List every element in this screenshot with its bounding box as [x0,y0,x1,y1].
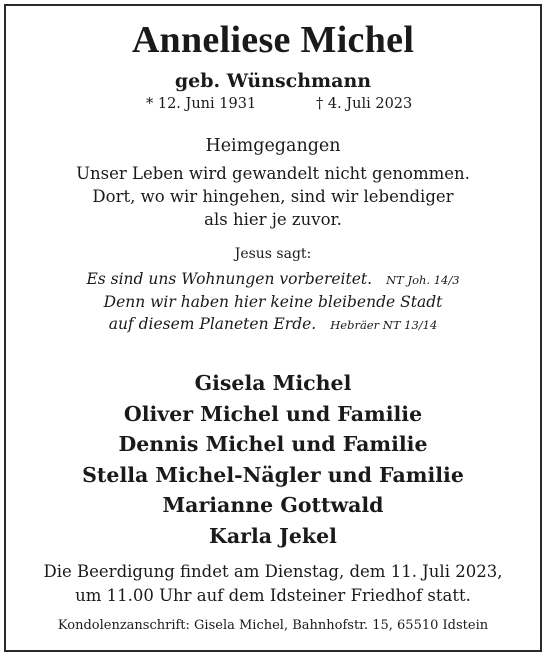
mourner: Gisela Michel [194,371,352,395]
quote-line [6,291,540,313]
death-date: † 4. Juli 2023 [316,96,413,112]
quote-text: Es sind uns Wohnungen vorbereitet. [86,270,373,288]
birth-date: * 12. Juni 1931 [146,96,257,112]
funeral-line: Die Beerdigung findet am Dienstag, dem 11. Juli 2023, [43,562,503,581]
poem-line: Dort, wo wir hingehen, sind wir lebendiger [92,187,454,206]
quote-line [6,313,540,336]
quote-reference: NT Joh. 14/3 [386,273,460,287]
obituary-notice [4,4,542,652]
quote-text: Denn wir haben hier keine bleibende Stadt [103,293,443,311]
quote-line [6,268,540,291]
scripture-quote [6,268,540,336]
section-heading: Heimgegangen [205,136,341,156]
mourner: Marianne Gottwald [162,493,384,517]
mourner: Stella Michel-Nägler und Familie [82,462,464,487]
funeral-info [6,560,540,608]
maiden-name: geb. Wünschmann [174,70,372,92]
life-dates [6,96,540,116]
quote-intro: Jesus sagt: [234,246,312,262]
quote-reference: Hebräer NT 13/14 [330,318,438,332]
mourner: Dennis Michel und Familie [118,432,428,456]
poem-line: als hier je zuvor. [204,210,342,229]
mourner: Karla Jekel [209,523,337,548]
condolence-address: Kondolenzanschrift: Gisela Michel, Bahnhofstr. 15, 65510 Idstein [57,618,489,633]
poem [6,162,540,231]
funeral-line: um 11.00 Uhr auf dem Idsteiner Friedhof statt. [75,586,471,605]
quote-text: auf diesem Planeten Erde. [108,315,317,333]
mourners-list [6,368,540,551]
mourner: Oliver Michel und Familie [123,401,423,426]
deceased-name: Anneliese Michel [131,19,415,61]
poem-line: Unser Leben wird gewandelt nicht genommen. [76,164,470,183]
